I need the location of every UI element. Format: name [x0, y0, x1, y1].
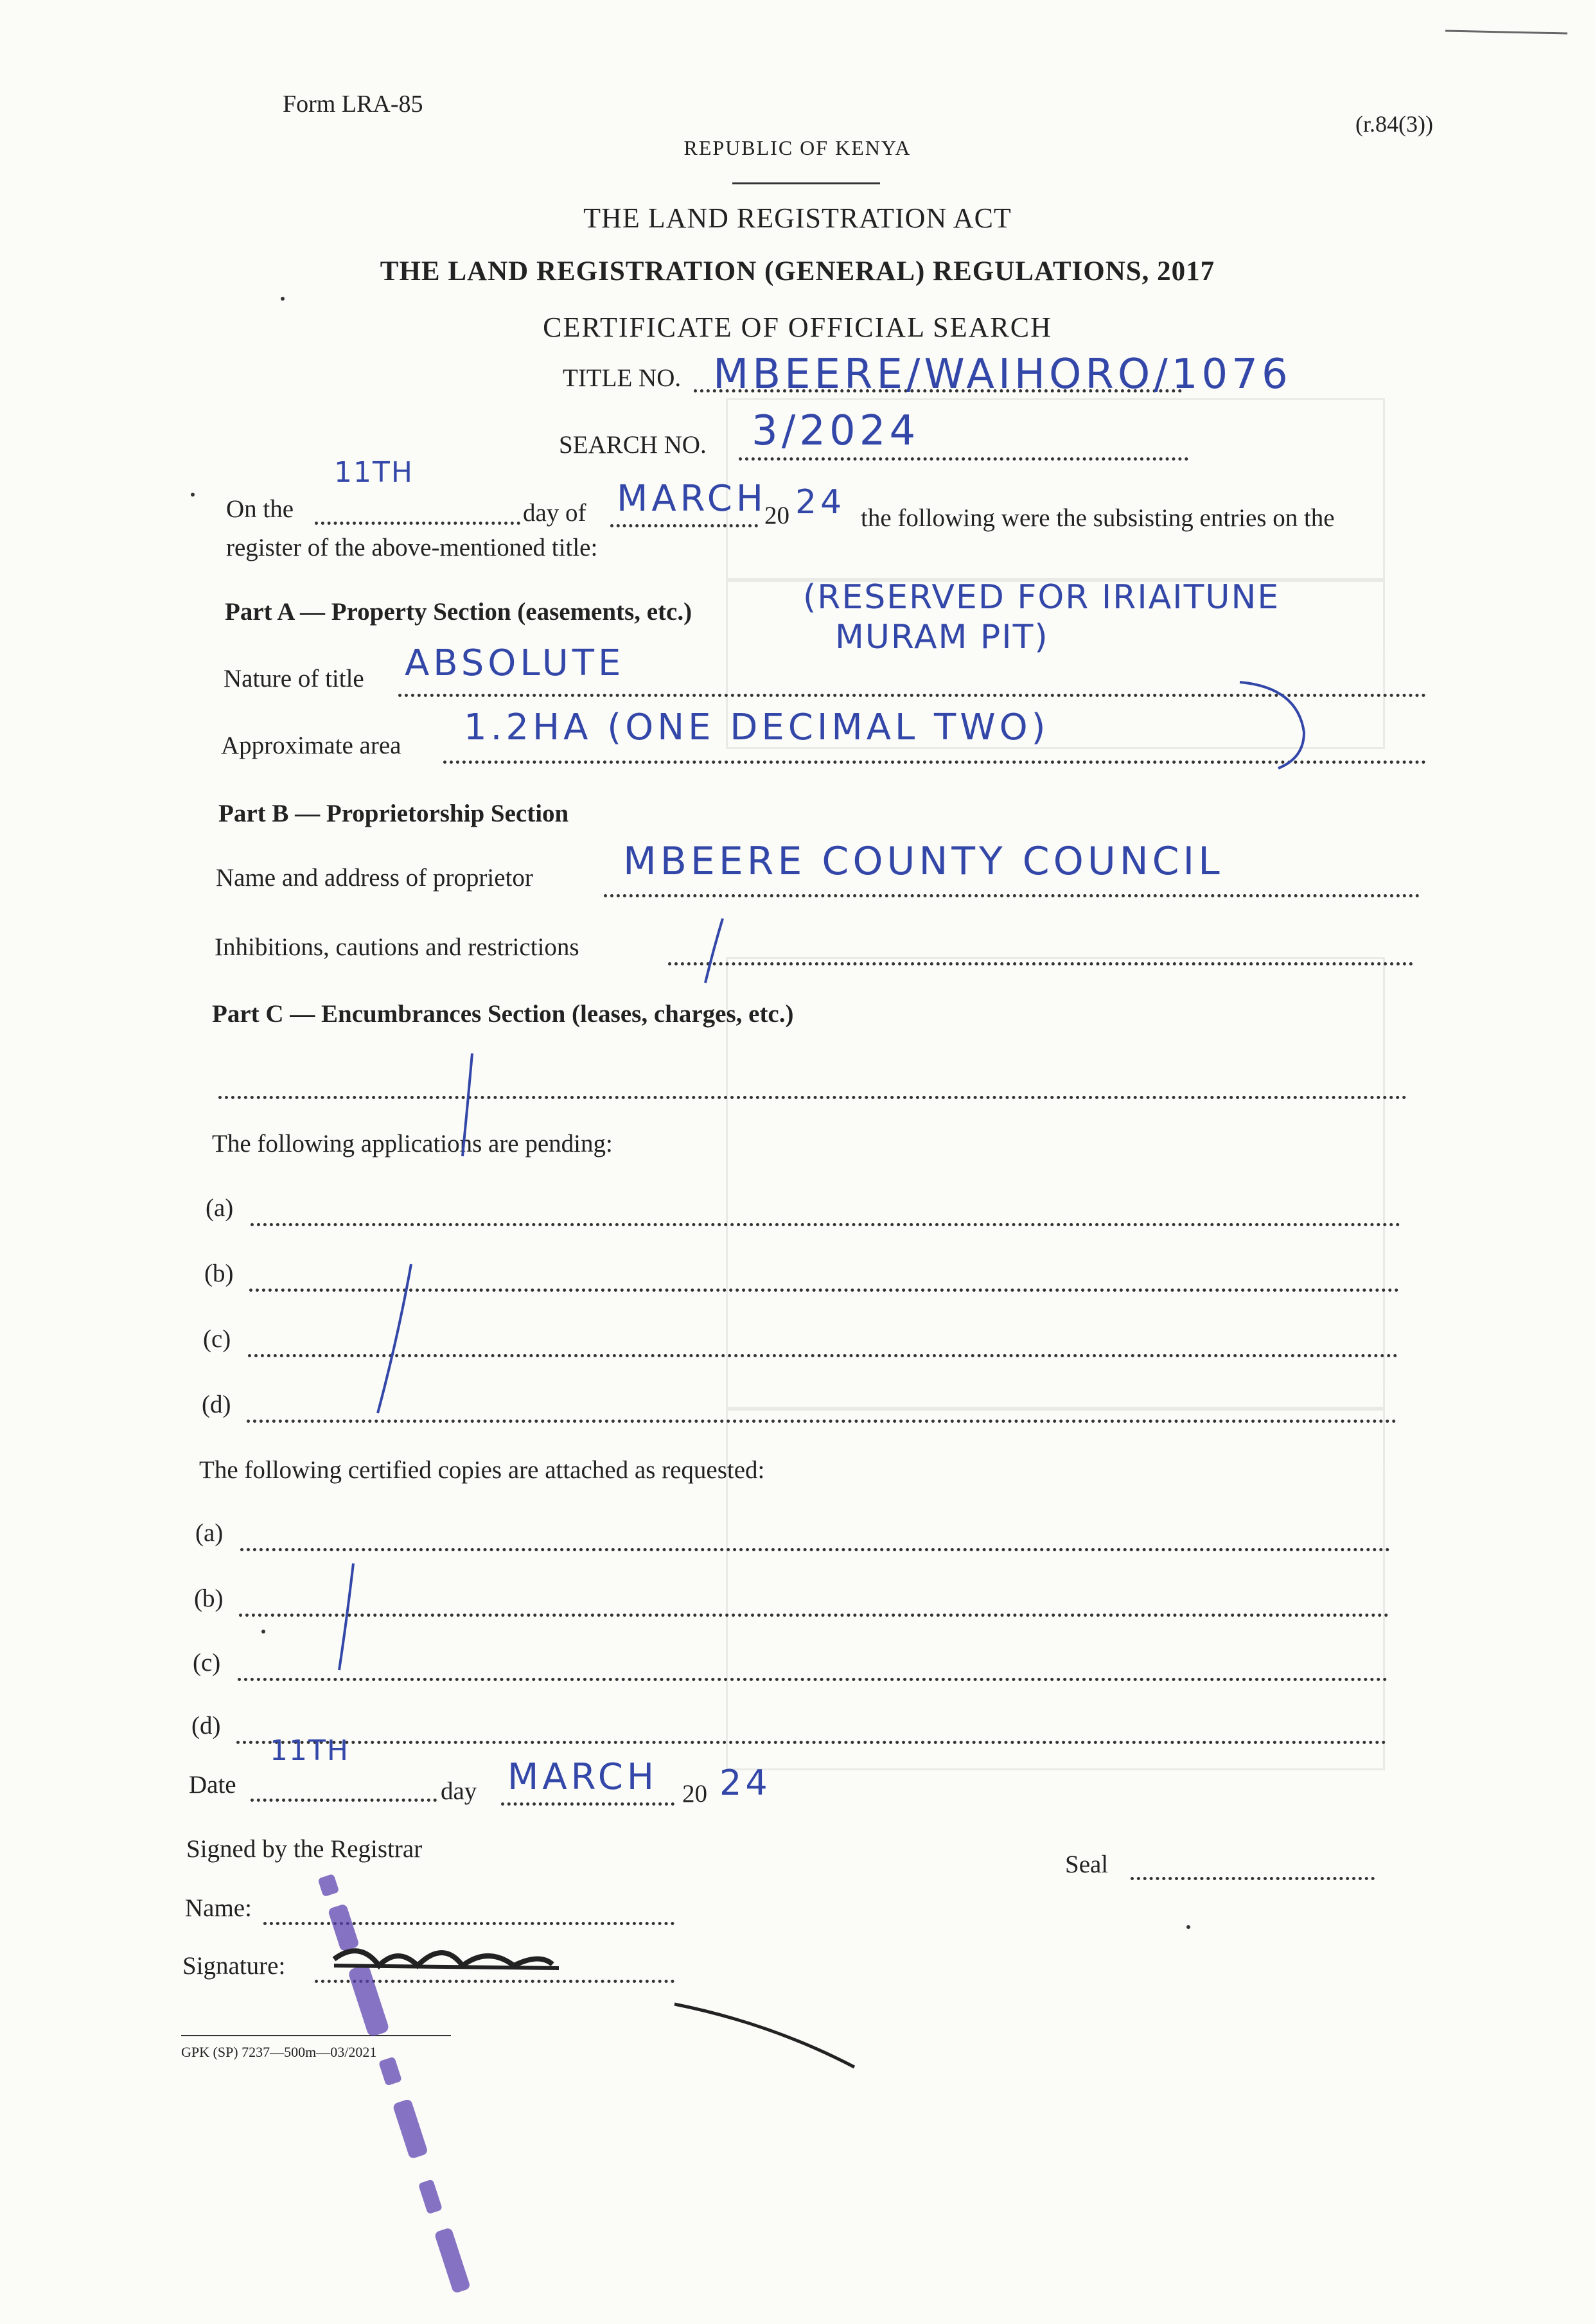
part-a-note: (RESERVED FOR IRIAITUNE	[803, 578, 1280, 617]
copies-dash	[339, 1563, 353, 1670]
proprietor-label: Name and address of proprietor	[216, 864, 533, 892]
copies-item-c: (c)	[193, 1649, 221, 1677]
month-dots	[610, 524, 758, 527]
area-dots	[443, 761, 1426, 764]
search-no-value: 3/2024	[752, 407, 920, 455]
copies-item-b: (b)	[194, 1585, 224, 1612]
pending-item-b: (b)	[204, 1260, 234, 1287]
inhibitions-dash	[705, 919, 723, 983]
year-value: 24	[795, 483, 846, 522]
signed-by-label: Signed by the Registrar	[186, 1835, 423, 1863]
day-dots	[315, 522, 520, 525]
pending-item-d: (d)	[202, 1391, 231, 1418]
speck	[1186, 1925, 1190, 1929]
rule-reference: (r.84(3))	[1355, 111, 1433, 137]
speck	[261, 1630, 265, 1633]
part-a-heading: Part A — Property Section (easements, etc.)	[225, 598, 692, 626]
search-no-label: SEARCH NO.	[559, 431, 707, 459]
certificate-heading: CERTIFICATE OF OFFICIAL SEARCH	[543, 312, 1052, 343]
part-b-heading: Part B — Proprietorship Section	[218, 800, 569, 827]
speck	[191, 493, 195, 497]
signature-label: Signature:	[182, 1952, 286, 1980]
date-day-word: day	[441, 1777, 477, 1805]
corner-mark	[1445, 31, 1567, 33]
search-no-dots	[739, 457, 1188, 461]
pending-heading: The following applications are pending:	[212, 1130, 613, 1158]
nature-of-title-value: ABSOLUTE	[405, 642, 625, 684]
footer-rule	[181, 2035, 451, 2036]
approximate-area-value: 1.2HA (ONE DECIMAL TWO)	[464, 707, 1050, 748]
print-reference: GPK (SP) 7237—500m—03/2021	[181, 2044, 377, 2060]
inhibitions-dots	[668, 962, 1413, 965]
act-heading: THE LAND REGISTRATION ACT	[583, 202, 1012, 234]
proprietor-dots	[604, 894, 1420, 897]
pending-item-a: (a)	[206, 1194, 234, 1222]
copies-item-a: (a)	[195, 1519, 224, 1547]
seal-dots	[1131, 1877, 1375, 1880]
nature-dots	[398, 694, 1426, 697]
signature-tail-stroke	[674, 2004, 854, 2067]
date-year-value: 24	[719, 1763, 771, 1803]
stamp-impression-graphic	[304, 1869, 486, 2311]
pending-dots-c	[248, 1354, 1398, 1357]
pending-dots-d	[247, 1420, 1397, 1423]
name-label: Name:	[185, 1894, 252, 1922]
date-label: Date	[189, 1771, 236, 1799]
official-stamp	[297, 1869, 486, 2313]
title-no-label: TITLE NO.	[563, 364, 682, 392]
date-month-value: MARCH	[507, 1756, 658, 1798]
register-line: register of the above-mentioned title:	[226, 534, 598, 561]
republic-heading: REPUBLIC OF KENYA	[683, 136, 912, 159]
date-day-dots	[251, 1799, 437, 1802]
form-number: Form LRA-85	[283, 91, 423, 118]
subsisting-entries-text: the following were the subsisting entries on the	[861, 504, 1335, 532]
part-a-note-2: MURAM PIT)	[835, 618, 1049, 656]
date-year-prefix: 20	[682, 1780, 707, 1808]
speck	[281, 297, 285, 301]
part-c-heading: Part C — Encumbrances Section (leases, charges, etc.)	[212, 1000, 794, 1028]
year-prefix: 20	[764, 502, 789, 529]
day-of-label: day of	[523, 499, 586, 527]
date-month-dots	[501, 1802, 674, 1806]
pending-dots-b	[249, 1289, 1399, 1292]
seal-label: Seal	[1065, 1851, 1109, 1878]
copies-item-d: (d)	[191, 1712, 221, 1739]
regulations-heading: THE LAND REGISTRATION (GENERAL) REGULATIONS, 2017	[380, 256, 1215, 286]
date-day-value: 11TH	[270, 1734, 349, 1767]
copies-dots-a	[240, 1548, 1390, 1551]
approximate-area-label: Approximate area	[221, 732, 401, 759]
title-no-value: MBEERE/WAIHORO/1076	[713, 351, 1292, 398]
pending-dash	[378, 1264, 411, 1413]
copies-dots-d	[236, 1741, 1386, 1744]
day-value: 11TH	[334, 456, 414, 489]
pending-dots-a	[251, 1223, 1400, 1226]
inhibitions-label: Inhibitions, cautions and restrictions	[215, 933, 579, 961]
copies-dots-b	[239, 1614, 1389, 1617]
part-c-dots	[218, 1096, 1407, 1099]
copies-dots-c	[238, 1678, 1388, 1681]
month-value: MARCH	[617, 478, 767, 520]
header-rule	[732, 182, 880, 184]
copies-heading: The following certified copies are attached as requested:	[199, 1456, 765, 1484]
nature-of-title-label: Nature of title	[224, 665, 364, 692]
pending-item-c: (c)	[203, 1325, 231, 1353]
on-the-label: On the	[226, 495, 294, 523]
proprietor-value: MBEERE COUNTY COUNCIL	[623, 839, 1224, 884]
